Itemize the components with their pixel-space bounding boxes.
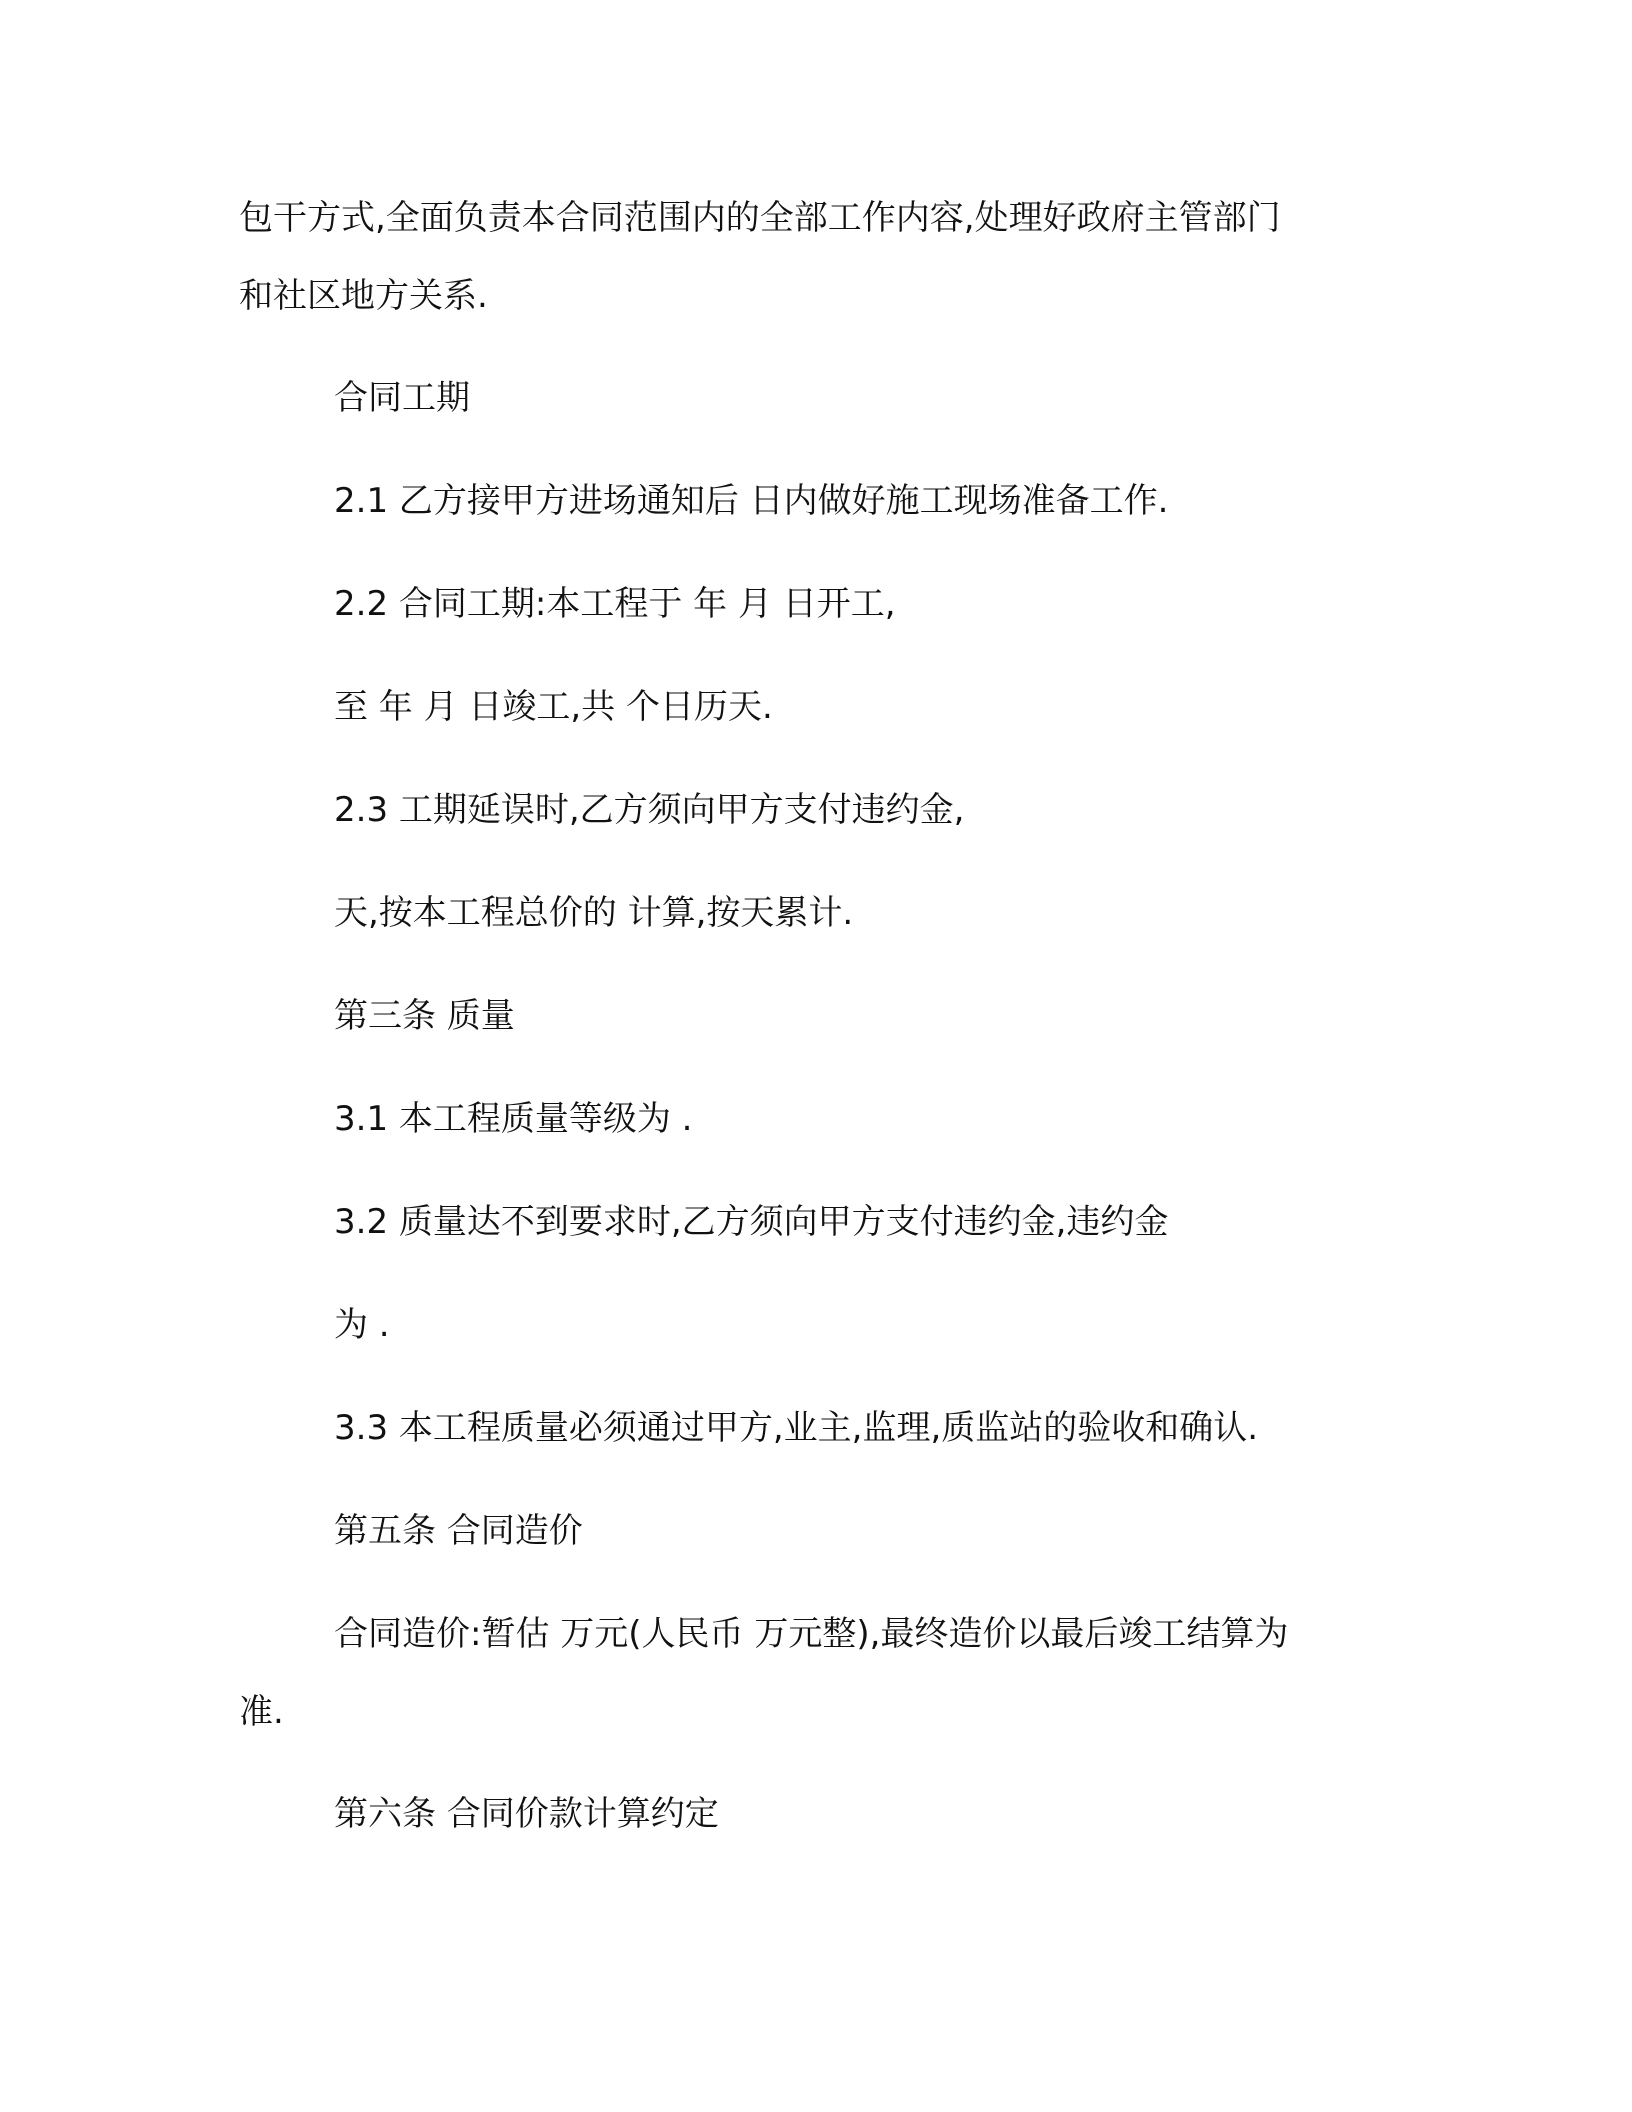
clause-line: 2.1 乙方接甲方进场通知后 日内做好施工现场准备工作. [334,481,1169,521]
clause-line: 3.1 本工程质量等级为 . [334,1099,693,1139]
text-line: 包干方式,全面负责本合同范围内的全部工作内容,处理好政府主管部门 [239,198,1281,238]
section-heading: 合同工期 [334,378,470,418]
clause-line: 合同造价:暂估 万元(人民币 万元整),最终造价以最后竣工结算为 [334,1614,1289,1654]
clause-line: 天,按本工程总价的 计算,按天累计. [334,893,854,933]
clause-line: 至 年 月 日竣工,共 个日历天. [334,687,773,727]
clause-line: 2.3 工期延误时,乙方须向甲方支付违约金, [334,790,965,830]
clause-line: 为 . [334,1305,390,1345]
text-line: 和社区地方关系. [239,276,488,316]
clause-line: 3.2 质量达不到要求时,乙方须向甲方支付违约金,违约金 [334,1202,1169,1242]
clause-line: 3.3 本工程质量必须通过甲方,业主,监理,质监站的验收和确认. [334,1408,1259,1448]
section-heading: 第五条 合同造价 [334,1511,583,1551]
clause-line: 准. [239,1692,284,1732]
section-heading: 第三条 质量 [334,996,515,1036]
clause-line: 2.2 合同工期:本工程于 年 月 日开工, [334,584,896,624]
section-heading: 第六条 合同价款计算约定 [334,1794,719,1834]
